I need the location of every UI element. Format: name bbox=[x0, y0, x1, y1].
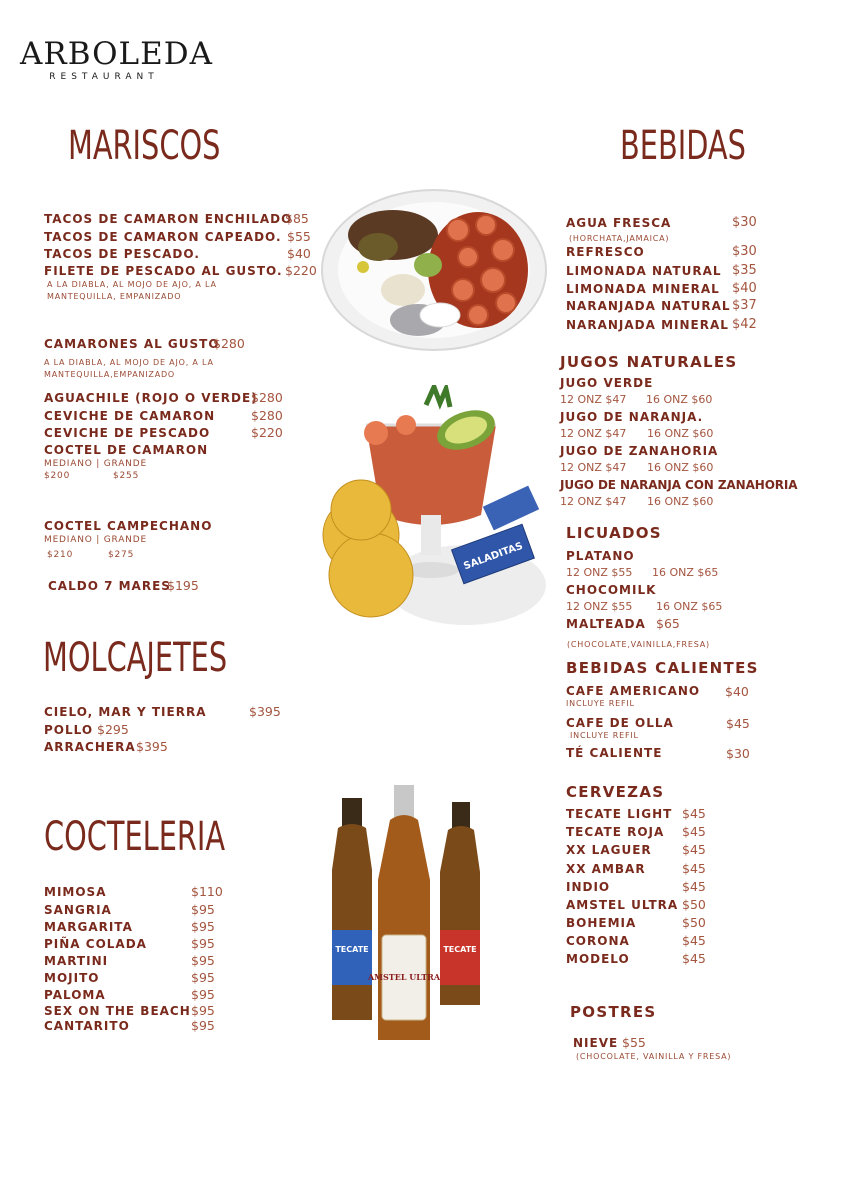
size-price: 16 ONZ $60 bbox=[647, 427, 714, 440]
menu-item-note: A LA DIABLA, AL MOJO DE AJO, A LA bbox=[47, 280, 217, 289]
menu-item-name: COCTEL DE CAMARON bbox=[44, 443, 209, 457]
menu-item-price: $95 bbox=[191, 936, 215, 951]
size-price: 16 ONZ $65 bbox=[652, 566, 719, 579]
menu-item-name: LIMONADA MINERAL bbox=[566, 282, 720, 296]
menu-item-price: $42 bbox=[732, 317, 757, 332]
menu-item-name: FILETE DE PESCADO AL GUSTO. bbox=[44, 264, 283, 278]
menu-item-note: MANTEQUILLA, EMPANIZADO bbox=[47, 292, 182, 301]
menu-item-name: CEVICHE DE CAMARON bbox=[44, 409, 216, 423]
menu-item-price: $200 bbox=[44, 471, 71, 481]
menu-item-name: CORONA bbox=[566, 934, 630, 948]
menu-item-price: $65 bbox=[656, 616, 680, 631]
logo-subtitle: RESTAURANT bbox=[49, 72, 159, 82]
menu-item-note: INCLUYE REFIL bbox=[566, 699, 635, 708]
menu-item-name: NARANJADA NATURAL bbox=[566, 299, 731, 313]
menu-item-name: AGUA FRESCA bbox=[566, 216, 672, 230]
menu-item-price: $45 bbox=[726, 716, 750, 731]
beer-bottles-image bbox=[330, 780, 490, 1050]
menu-item-price: $95 bbox=[191, 953, 215, 968]
menu-item-price: $95 bbox=[191, 902, 215, 917]
size-price: 12 ONZ $47 bbox=[560, 393, 627, 406]
menu-item-price: $210 bbox=[47, 550, 74, 560]
menu-item-name: MARTINI bbox=[44, 954, 109, 968]
menu-item-name: JUGO DE ZANAHORIA bbox=[560, 444, 719, 458]
menu-item-name: MIMOSA bbox=[44, 885, 107, 899]
shrimp-plate-image bbox=[318, 185, 548, 355]
bottle-label: AMSTEL ULTRA bbox=[367, 972, 441, 982]
menu-item-price: $37 bbox=[732, 298, 757, 313]
menu-item-name: NARANJADA MINERAL bbox=[566, 318, 729, 332]
menu-item-note: MANTEQUILLA,EMPANIZADO bbox=[44, 370, 176, 379]
menu-item-price: $220 bbox=[285, 263, 317, 278]
size-price: 12 ONZ $55 bbox=[566, 600, 633, 613]
bottle-label: TECATE bbox=[443, 945, 477, 954]
menu-item-note: INCLUYE REFIL bbox=[570, 731, 639, 740]
size-price: 12 ONZ $47 bbox=[560, 427, 627, 440]
menu-item-price: $110 bbox=[191, 884, 223, 899]
menu-item-name: MARGARITA bbox=[44, 920, 133, 934]
menu-item-name: COCTEL CAMPECHANO bbox=[44, 519, 213, 533]
postres-heading: POSTRES bbox=[570, 1003, 657, 1021]
restaurant-logo bbox=[20, 36, 213, 82]
menu-item-price: $95 bbox=[191, 1018, 215, 1033]
menu-item-price: $95 bbox=[191, 1003, 215, 1018]
menu-item-note: (HORCHATA,JAMAICA) bbox=[569, 234, 670, 243]
menu-item-price: $95 bbox=[191, 987, 215, 1002]
molcajetes-heading: MOLCAJETES bbox=[43, 635, 228, 681]
menu-item-price: $45 bbox=[682, 879, 706, 894]
size-price: 16 ONZ $60 bbox=[646, 393, 713, 406]
menu-item-price: $35 bbox=[732, 263, 757, 278]
menu-item-price: $40 bbox=[732, 281, 757, 296]
menu-item-name: JUGO DE NARANJA CON ZANAHORIA bbox=[560, 478, 798, 492]
size-price: 16 ONZ $65 bbox=[656, 600, 723, 613]
mariscos-heading: MARISCOS bbox=[68, 123, 221, 169]
menu-item-name: JUGO VERDE bbox=[560, 376, 654, 390]
bottle-label: TECATE bbox=[335, 945, 369, 954]
menu-item-sizes: MEDIANO | GRANDE bbox=[44, 459, 147, 469]
menu-item-price: $30 bbox=[732, 244, 757, 259]
menu-item-name: ARRACHERA bbox=[44, 740, 136, 754]
size-price: 12 ONZ $55 bbox=[566, 566, 633, 579]
menu-item-name: PALOMA bbox=[44, 988, 106, 1002]
menu-item-name: TECATE LIGHT bbox=[566, 807, 673, 821]
menu-item-name: XX AMBAR bbox=[566, 862, 646, 876]
menu-item-name: PLATANO bbox=[566, 549, 635, 563]
menu-item-name: CEVICHE DE PESCADO bbox=[44, 426, 211, 440]
menu-item-price: $55 bbox=[622, 1035, 646, 1050]
bebidas-heading: BEBIDAS bbox=[620, 123, 746, 169]
menu-item-price: $40 bbox=[287, 246, 311, 261]
menu-item-price: $195 bbox=[167, 578, 199, 593]
menu-item-price: $395 bbox=[249, 704, 281, 719]
size-price: 16 ONZ $60 bbox=[647, 461, 714, 474]
menu-item-name: MODELO bbox=[566, 952, 630, 966]
menu-item-price: $50 bbox=[682, 915, 706, 930]
menu-item-name: CHOCOMILK bbox=[566, 583, 657, 597]
menu-item-price: $40 bbox=[725, 684, 749, 699]
menu-item-price: $45 bbox=[682, 842, 706, 857]
menu-item-price: $45 bbox=[682, 861, 706, 876]
menu-item-name: LIMONADA NATURAL bbox=[566, 264, 722, 278]
menu-item-name: AGUACHILE (ROJO O VERDE) bbox=[44, 391, 258, 405]
menu-item-price: $280 bbox=[251, 408, 283, 423]
menu-item-name: CIELO, MAR Y TIERRA bbox=[44, 705, 207, 719]
menu-item-name: TECATE ROJA bbox=[566, 825, 665, 839]
menu-item-price: $280 bbox=[251, 390, 283, 405]
cocteleria-heading: COCTELERIA bbox=[44, 814, 226, 860]
cracker-label: SALADITAS bbox=[462, 540, 525, 573]
size-price: 16 ONZ $60 bbox=[647, 495, 714, 508]
menu-item-price: $45 bbox=[682, 951, 706, 966]
menu-item-name: XX LAGUER bbox=[566, 843, 652, 857]
menu-item-price: $85 bbox=[285, 211, 309, 226]
menu-item-name: INDIO bbox=[566, 880, 611, 894]
menu-item-price: $275 bbox=[108, 550, 135, 560]
menu-item-price: $30 bbox=[726, 746, 750, 761]
menu-item-name: SEX ON THE BEACH bbox=[44, 1004, 191, 1018]
menu-item-price: $220 bbox=[251, 425, 283, 440]
menu-item-name: PIÑA COLADA bbox=[44, 937, 147, 951]
menu-item-name: TACOS DE CAMARON CAPEADO. bbox=[44, 230, 282, 244]
menu-item-name: SANGRIA bbox=[44, 903, 112, 917]
menu-item-name: CAFE AMERICANO bbox=[566, 684, 701, 698]
menu-item-price: $280 bbox=[213, 336, 245, 351]
menu-item-price: $55 bbox=[287, 229, 311, 244]
cervezas-heading: CERVEZAS bbox=[566, 783, 665, 801]
menu-item-note: (CHOCOLATE, VAINILLA Y FRESA) bbox=[576, 1052, 732, 1061]
menu-item-name: REFRESCO bbox=[566, 245, 645, 259]
amstel-ultra-bottle bbox=[367, 785, 441, 1040]
menu-item-name: TACOS DE CAMARON ENCHILADO bbox=[44, 212, 293, 226]
jugos-heading: JUGOS NATURALES bbox=[560, 353, 738, 371]
menu-item-name: CAFE DE OLLA bbox=[566, 716, 674, 730]
menu-item-name: CAMARONES AL GUSTO bbox=[44, 337, 220, 351]
menu-item-name: CALDO 7 MARES bbox=[48, 579, 171, 593]
menu-item-name: MOJITO bbox=[44, 971, 100, 985]
menu-item-price: $45 bbox=[682, 806, 706, 821]
menu-item-price: $50 bbox=[682, 897, 706, 912]
menu-item-price: $395 bbox=[136, 739, 168, 754]
menu-item-note: (CHOCOLATE,VAINILLA,FRESA) bbox=[567, 640, 710, 649]
menu-item-name: BOHEMIA bbox=[566, 916, 637, 930]
menu-item-price: $255 bbox=[113, 471, 140, 481]
size-price: 12 ONZ $47 bbox=[560, 461, 627, 474]
menu-item-price: $95 bbox=[191, 970, 215, 985]
menu-item-sizes: MEDIANO | GRANDE bbox=[44, 535, 147, 545]
menu-item-name: AMSTEL ULTRA bbox=[566, 898, 679, 912]
shrimp-cocktail-image bbox=[316, 385, 546, 635]
size-price: 12 ONZ $47 bbox=[560, 495, 627, 508]
menu-item-note: A LA DIABLA, AL MOJO DE AJO, A LA bbox=[44, 358, 214, 367]
licuados-heading: LICUADOS bbox=[566, 524, 662, 542]
tecate-roja-bottle bbox=[440, 802, 480, 1005]
menu-item-name: JUGO DE NARANJA. bbox=[560, 410, 704, 424]
menu-item-name: TÉ CALIENTE bbox=[566, 746, 663, 760]
menu-item-price: $95 bbox=[191, 919, 215, 934]
bebidas-calientes-heading: BEBIDAS CALIENTES bbox=[566, 659, 759, 677]
menu-item-name: MALTEADA bbox=[566, 617, 646, 631]
menu-item-price: $45 bbox=[682, 933, 706, 948]
tecate-light-bottle bbox=[332, 798, 372, 1020]
menu-item-name: POLLO bbox=[44, 723, 94, 737]
logo-wordmark: ARBOLEDA bbox=[20, 36, 213, 72]
menu-item-name: NIEVE bbox=[573, 1036, 619, 1050]
menu-item-name: CANTARITO bbox=[44, 1019, 130, 1033]
menu-item-price: $30 bbox=[732, 215, 757, 230]
menu-item-price: $295 bbox=[97, 722, 129, 737]
menu-item-price: $45 bbox=[682, 824, 706, 839]
menu-item-name: TACOS DE PESCADO. bbox=[44, 247, 200, 261]
